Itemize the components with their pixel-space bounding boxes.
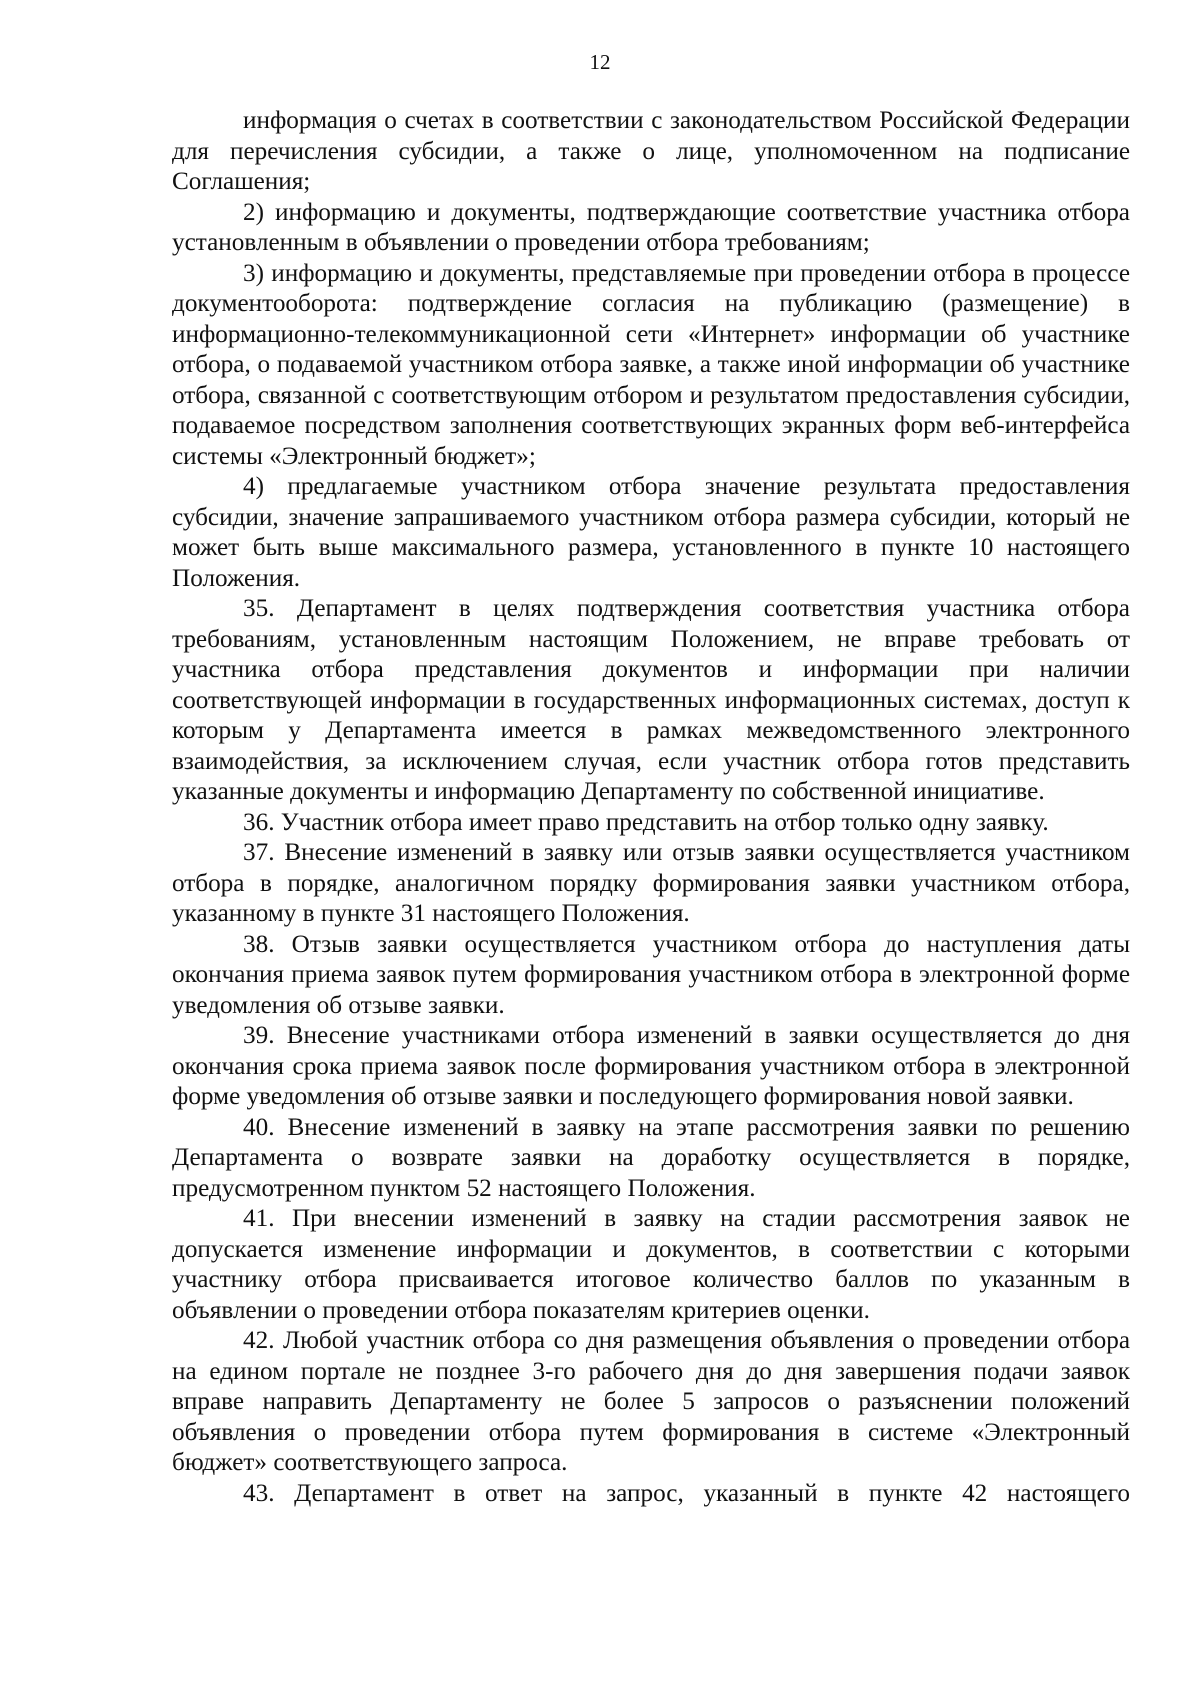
paragraph-42: 42. Любой участник отбора со дня размещения объявления о проведении отбора на едином портале не позднее 3-го рабочего дня до дня завершения подачи заявок вправе направить Департаменту не более 5 запросов о разъяснении положений объявления о проведении отбора путем формирования в системе «Электронный бюджет» соответствующего запроса. (172, 1327, 1130, 1476)
paragraph-43: 43. Департамент в ответ на запрос, указанный в пункте 42 настоящего (243, 1479, 1130, 1507)
paragraph-36: 36. Участник отбора имеет право представить на отбор только одну заявку. (243, 808, 1049, 836)
document-body (172, 106, 1130, 1509)
paragraph-40: 40. Внесение изменений в заявку на этапе рассмотрения заявки по решению Департамента о возврате заявки на доработку осуществляется в порядке, предусмотренном пунктом 52 настоящего Положения. (172, 1113, 1130, 1202)
paragraph-37: 37. Внесение изменений в заявку или отзыв заявки осуществляется участником отбора в порядке, аналогичном порядку формирования заявки участником отбора, указанному в пункте 31 настоящего Положения. (172, 839, 1130, 927)
paragraph-account-info: информация о счетах в соответствии с законодательством Российской Федерации для перечисления субсидии, а также о лице, уполномоченном на подписание Соглашения; (172, 107, 1130, 195)
paragraph-38: 38. Отзыв заявки осуществляется участником отбора до наступления даты окончания приема заявок путем формирования участником отбора в электронной форме уведомления об отзыве заявки. (172, 930, 1130, 1019)
paragraph-41: 41. При внесении изменений в заявку на стадии рассмотрения заявок не допускается изменение информации и документов, в соответствии с которыми участнику отбора присваивается итоговое количество баллов по указанным в объявлении о проведении отбора показателям критериев оценки. (172, 1205, 1130, 1324)
paragraph-item-3: 3) информацию и документы, представляемые при проведении отбора в процессе документооборота: подтверждение согласия на публикацию (размещение) в информационно-телекоммуникационной сети «Интернет» информации об участнике отбора, о подаваемой участником отбора заявке, а также иной информации об участнике отбора, связанной с соответствующим отбором и результатом предоставления субсидии, подаваемое посредством заполнения соответствующих экранных форм веб-интерфейса системы «Электронный бюджет»; (172, 259, 1130, 470)
paragraph-item-2: 2) информацию и документы, подтверждающие соответствие участника отбора установленным в объявлении о проведении отбора требованиям; (172, 198, 1130, 256)
paragraph-39: 39. Внесение участниками отбора изменений в заявки осуществляется до дня окончания срока приема заявок после формирования участником отбора в электронной форме уведомления об отзыве заявки и последующего формирования новой заявки. (172, 1022, 1130, 1110)
page-number: 12 (589, 50, 611, 74)
paragraph-item-4: 4) предлагаемые участником отбора значение результата предоставления субсидии, значение запрашиваемого участником отбора размера субсидии, который не может быть выше максимального размера, установленного в пункте 10 настоящего Положения. (172, 473, 1130, 592)
paragraph-35: 35. Департамент в целях подтверждения соответствия участника отбора требованиям, установленным настоящим Положением, не вправе требовать от участника отбора представления документов и информации при наличии соответствующей информации в государственных информационных системах, доступ к которым у Департамента имеется в рамках межведомственного электронного взаимодействия, за исключением случая, если участник отбора готов представить указанные документы и информацию Департаменту по собственной инициативе. (172, 595, 1130, 805)
